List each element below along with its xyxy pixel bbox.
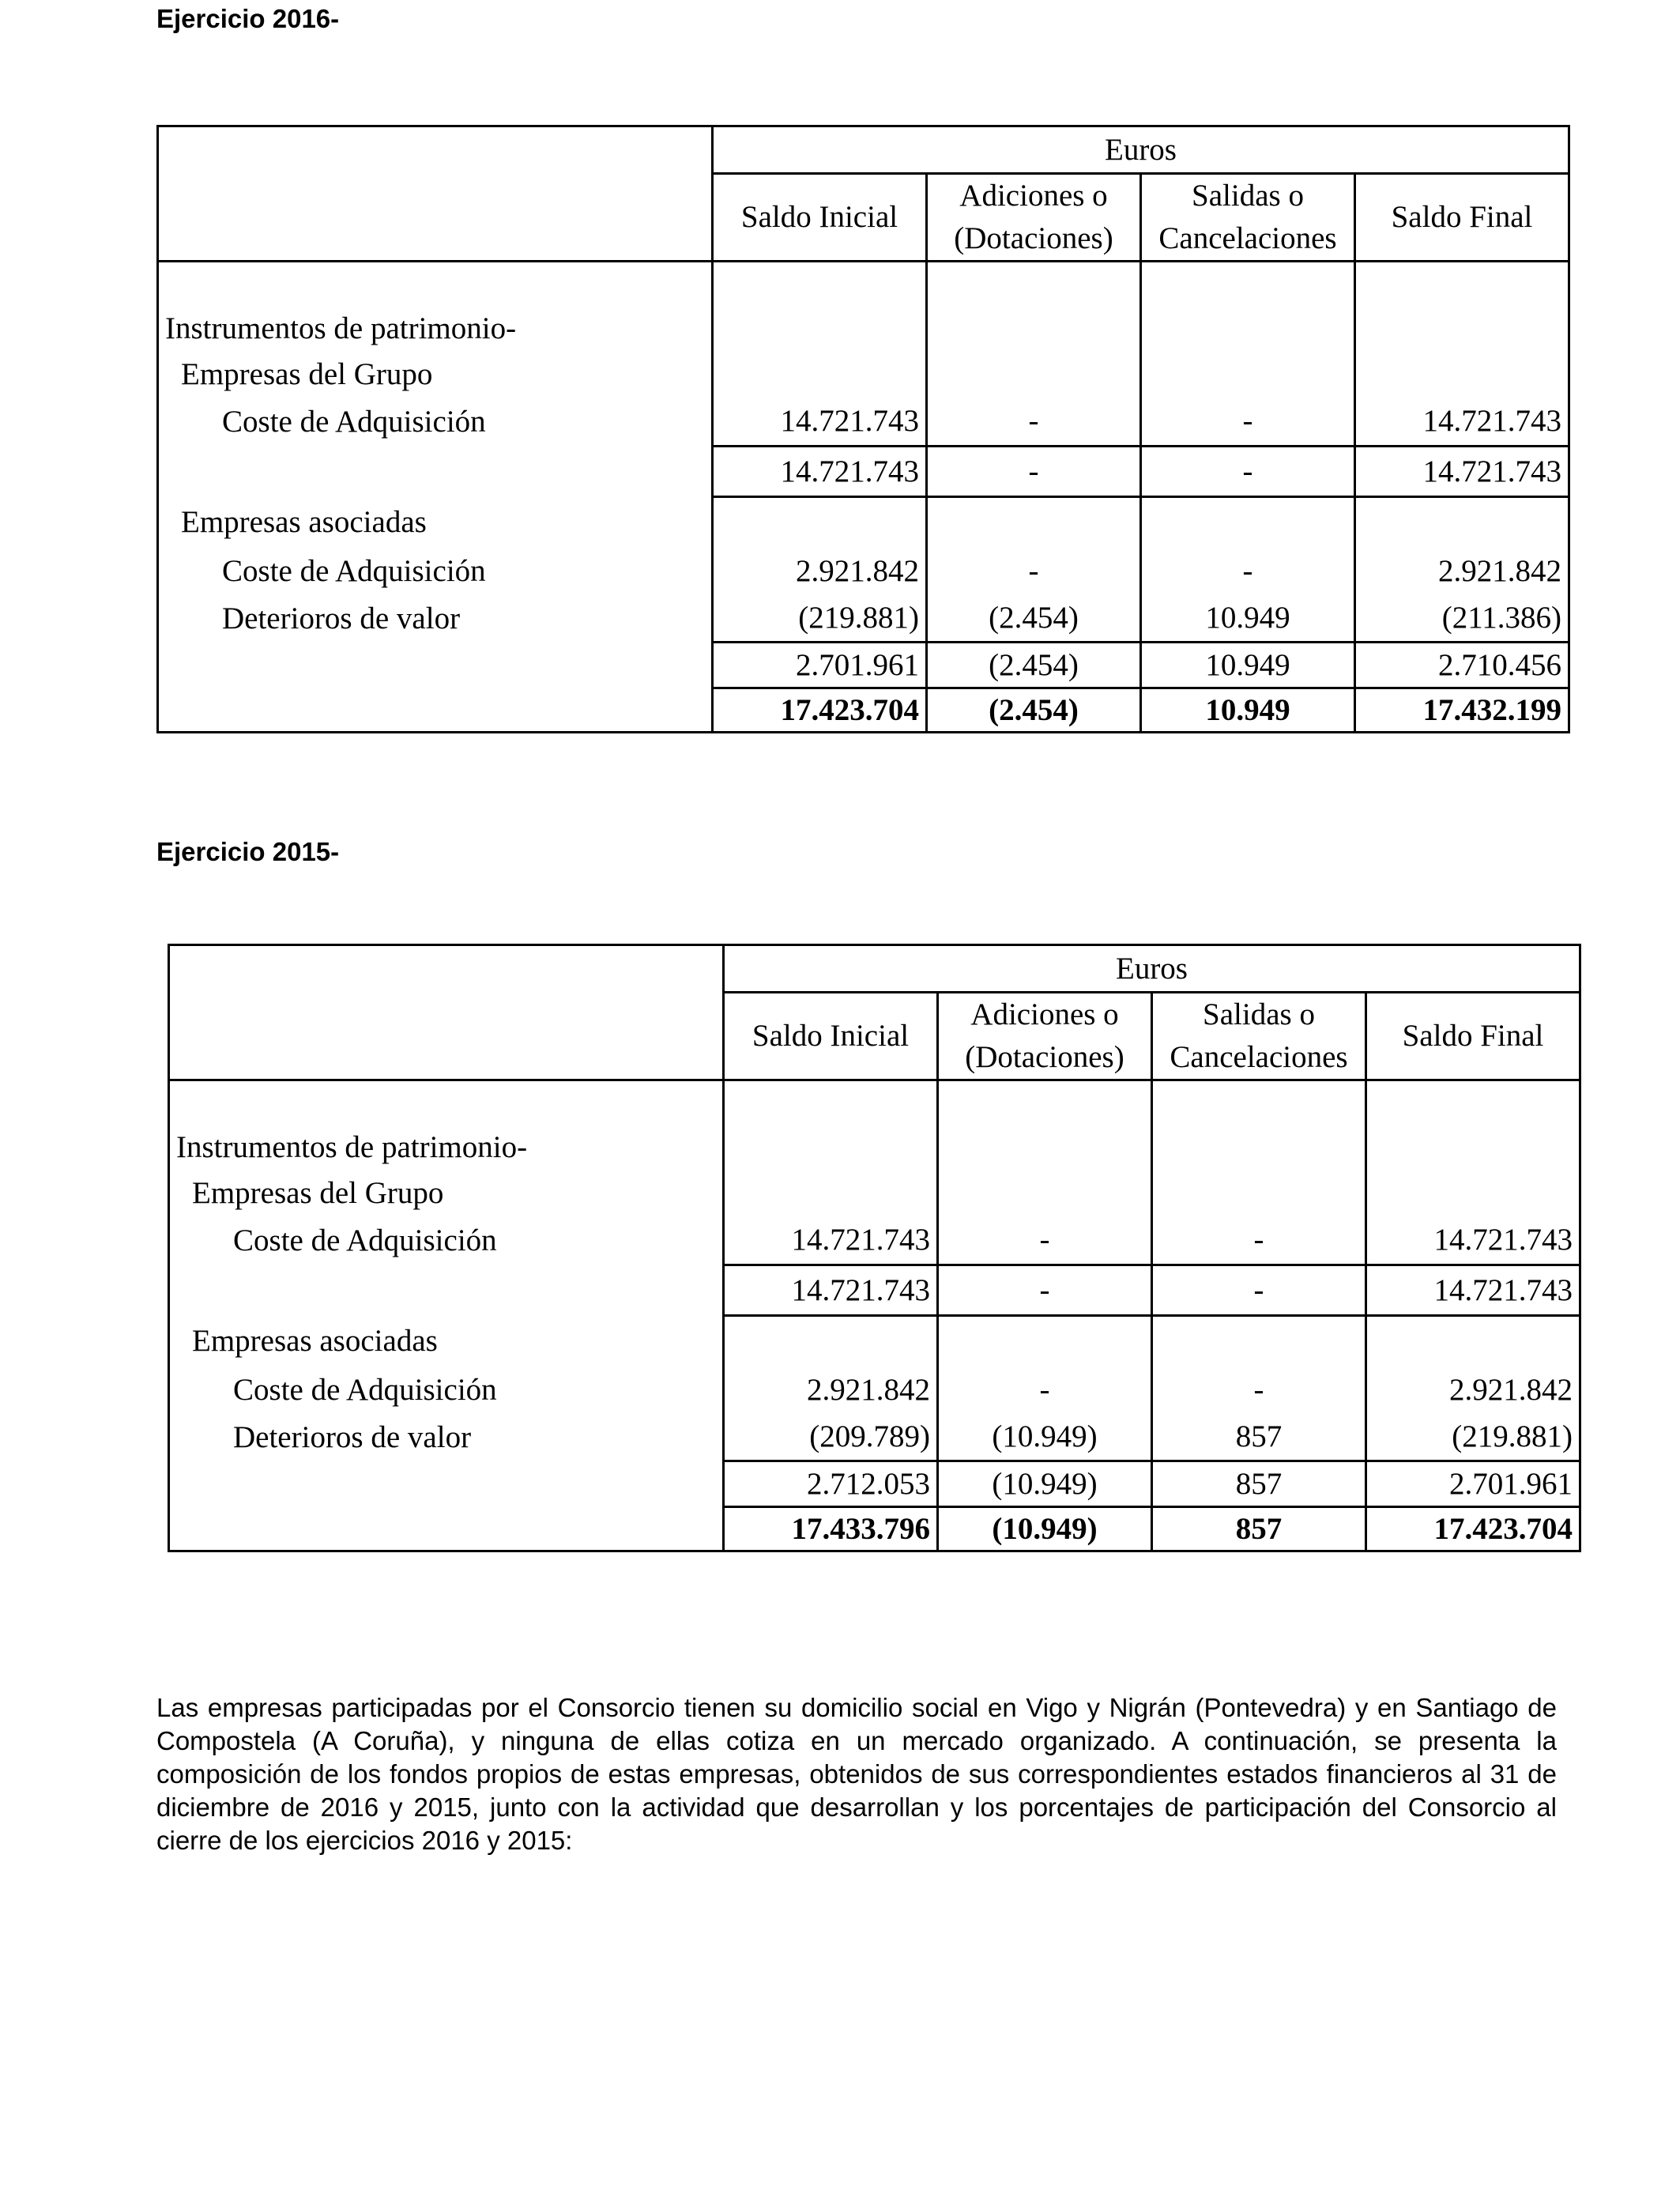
col-header-adiciones: Adiciones o (Dotaciones) bbox=[927, 174, 1141, 262]
col-header-adiciones: Adiciones o (Dotaciones) bbox=[938, 993, 1152, 1080]
col-header-salidas: Salidas o Cancelaciones bbox=[1152, 993, 1366, 1080]
table-row: Deterioros de valor (219.881) (2.454) 10.949 (211.386) bbox=[158, 595, 1569, 643]
table-row: Coste de Adquisición 2.921.842 - - 2.921.842 bbox=[169, 1367, 1580, 1414]
col-header-saldo-final: Saldo Final bbox=[1355, 174, 1569, 262]
table-2015 bbox=[168, 944, 1581, 1552]
section-title: Instrumentos de patrimonio- bbox=[169, 1125, 724, 1171]
section-title: Instrumentos de patrimonio- bbox=[158, 306, 713, 352]
col-header-saldo-final: Saldo Final bbox=[1366, 993, 1580, 1080]
section-heading-2015: Ejercicio 2015- bbox=[156, 837, 340, 866]
table-row: Coste de Adquisición 14.721.743 - - 14.721.743 bbox=[158, 398, 1569, 447]
subtotal-row: 2.701.961 (2.454) 10.949 2.710.456 bbox=[158, 643, 1569, 688]
header-blank bbox=[169, 945, 724, 1080]
subtotal-row: 2.712.053 (10.949) 857 2.701.961 bbox=[169, 1461, 1580, 1507]
assoc-label: Empresas asociadas bbox=[169, 1316, 724, 1367]
currency-header: Euros bbox=[713, 126, 1569, 174]
section-heading-2016: Ejercicio 2016- bbox=[156, 4, 340, 33]
assoc-label: Empresas asociadas bbox=[158, 497, 713, 548]
table-2016 bbox=[156, 125, 1570, 733]
header-blank bbox=[158, 126, 713, 262]
col-header-saldo-inicial: Saldo Inicial bbox=[724, 993, 938, 1080]
table-row: Deterioros de valor (209.789) (10.949) 857 (219.881) bbox=[169, 1414, 1580, 1461]
col-header-salidas: Salidas o Cancelaciones bbox=[1141, 174, 1355, 262]
col-header-saldo-inicial: Saldo Inicial bbox=[713, 174, 927, 262]
group-label: Empresas del Grupo bbox=[169, 1171, 724, 1216]
total-row: 17.423.704 (2.454) 10.949 17.432.199 bbox=[158, 688, 1569, 733]
table-row: Coste de Adquisición 14.721.743 - - 14.721.743 bbox=[169, 1216, 1580, 1265]
currency-header: Euros bbox=[724, 945, 1580, 993]
subtotal-row: 14.721.743 - - 14.721.743 bbox=[169, 1265, 1580, 1316]
body-paragraph: Las empresas participadas por el Consorcio tienen su domicilio social en Vigo y Nigrán (Pontevedra) y en Santiago de Compostela (A Coruña), y ninguna de ellas cotiza en un mercado organizado. A continuación, se presenta la composición de los fondos propios de estas empresas, obtenidos de sus correspondientes estados financieros al 31 de diciembre de 2016 y 2015, junto con la actividad que desarrollan y los porcentajes de participación del Consorcio al cierre de los ejercicios 2016 y 2015: bbox=[156, 1693, 1557, 1855]
total-row: 17.433.796 (10.949) 857 17.423.704 bbox=[169, 1507, 1580, 1551]
subtotal-row: 14.721.743 - - 14.721.743 bbox=[158, 447, 1569, 497]
group-label: Empresas del Grupo bbox=[158, 352, 713, 398]
table-row: Coste de Adquisición 2.921.842 - - 2.921.842 bbox=[158, 548, 1569, 595]
